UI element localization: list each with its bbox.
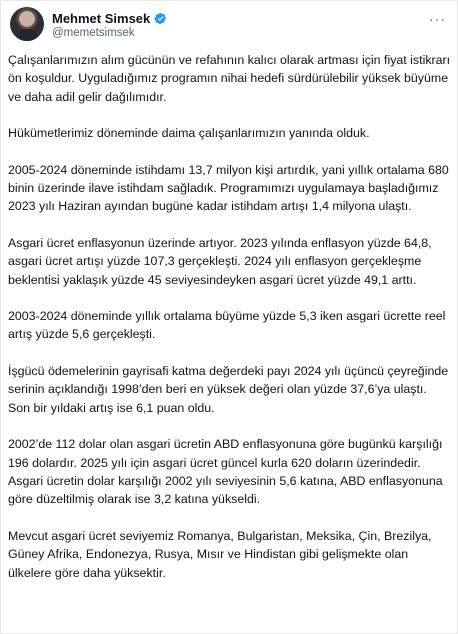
- more-options-icon[interactable]: ···: [429, 11, 446, 27]
- tweet-paragraph: Mevcut asgari ücret seviyemiz Romanya, Bulgaristan, Meksika, Çin, Brezilya, Güney Afrika, Endonezya, Rusya, Mısır ve Hindistan gibi gelişmekte olan ülkelere göre daha yüksektir.: [8, 528, 432, 580]
- tweet-header: [10, 7, 450, 43]
- tweet-paragraph: 2002’de 112 dolar olan asgari ücretin ABD enflasyonuna göre bugünkü karşılığı 196 dolardır. 2025 yılı için asgari ücret güncel kurla 620 doların üzerindedir. Asgari ücretin dolar karşılığı 2002 yılı seviyesinin 5,6 katına, ABD enflasyonuna göre düzeltilmiş olarak ise 3,2 katına yükseldi.: [8, 437, 443, 507]
- tweet-paragraph: 2005-2024 döneminde istihdamı 13,7 milyon kişi artırdık, yani yıllık ortalama 680 binin üzerinde ilave istihdam sağladık. Programımızı uygulamaya başladığımız 2023 yılı Haziran ayından bugüne kadar istihdam artışı 1,4 milyona ulaştı.: [8, 162, 449, 214]
- tweet-text: [8, 51, 452, 600]
- avatar[interactable]: [10, 7, 44, 41]
- author-name[interactable]: Mehmet Simsek: [52, 10, 151, 26]
- author-name-row: [52, 10, 167, 26]
- tweet-paragraph: İşgücü ödemelerinin gayrisafi katma değerdeki payı 2024 yılı üçüncü çeyreğinde serinin açıklandığı 1998’den beri en yüksek değeri olan yüzde 37,6’ya ulaştı. Son bir yıldaki artış ise 6,1 puan oldu.: [8, 363, 449, 415]
- avatar-silhouette: [15, 29, 39, 41]
- tweet-paragraph: Asgari ücret enflasyonun üzerinde artıyor. 2023 yılında enflasyon yüzde 64,8, asgari ücret artışı yüzde 107,3 gerçekleşti. 2024 yılı enflasyon gerçekleşme beklentisi yaklaşık yüzde 45 seviyesindeyken asgari ücret yüzde 49,1 arttı.: [8, 235, 432, 287]
- verified-badge-icon: [154, 12, 167, 25]
- tweet-paragraph: 2003-2024 döneminde yıllık ortalama büyüme yüzde 5,3 iken asgari ücrette reel artış yüzde 5,6 gerçekleşti.: [8, 309, 446, 342]
- author-handle[interactable]: @memetsimsek: [52, 27, 135, 39]
- tweet-paragraph: Hükümetlerimiz döneminde daima çalışanlarımızın yanında olduk.: [8, 126, 370, 141]
- tweet-paragraph: Çalışanlarımızın alım gücünün ve refahının kalıcı olarak artması için fiyat istikrarı ön koşuldur. Uyguladığımız programın nihai hedefi sürdürülebilir yüksek büyüme ve daha adil gelir dağılımıdır.: [8, 53, 451, 104]
